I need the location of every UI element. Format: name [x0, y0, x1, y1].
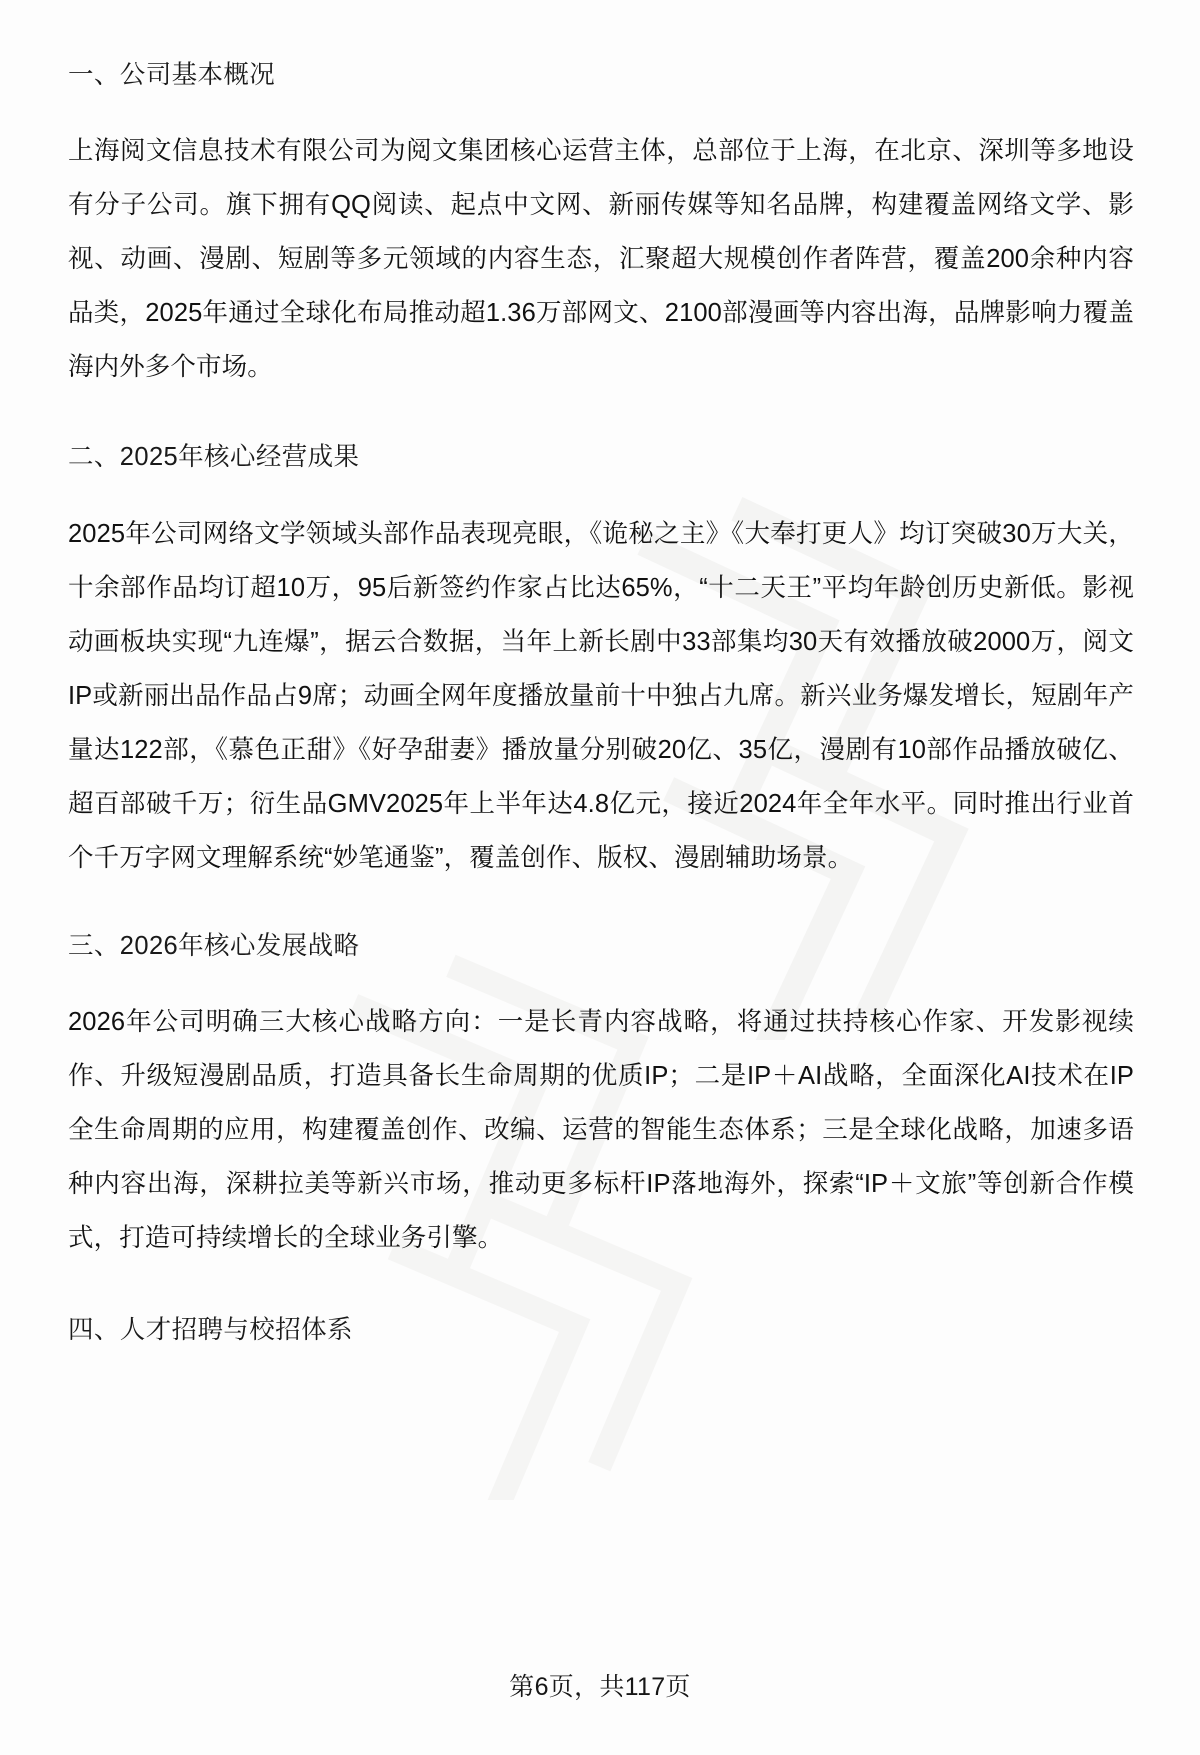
page-footer [0, 1667, 1200, 1703]
section-paragraph-company-overview: 上海阅文信息技术有限公司为阅文集团核心运营主体，总部位于上海，在北京、深圳等多地设有分子公司。旗下拥有QQ阅读、起点中文网、新丽传媒等知名品牌，构建覆盖网络文学、影视、动画、漫剧、短剧等多元领域的内容生态，汇聚超大规模创作者阵营，覆盖200余种内容品类，2025年通过全球化布局推动超1.36万部网文、2100部漫画等内容出海，品牌影响力覆盖海内外多个市场。 [68, 137, 1134, 382]
section-heading-2026-strategy: 三、2026年核心发展战略 [68, 931, 360, 960]
section-heading-talent-recruitment: 四、人才招聘与校招体系 [68, 1315, 353, 1344]
section-heading-2025-results: 二、2025年核心经营成果 [68, 443, 360, 472]
page-number-label: 第6页，共117页 [509, 1673, 691, 1701]
section-paragraph-2026-strategy: 2026年公司明确三大核心战略方向：一是长青内容战略，将通过扶持核心作家、开发影视续作、升级短漫剧品质，打造具备长生命周期的优质IP；二是IP＋AI战略，全面深化AI技术在IP全生命周期的应用，构建覆盖创作、改编、运营的智能生态体系；三是全球化战略，加速多语种内容出海，深耕拉美等新兴市场，推动更多标杆IP落地海外，探索“IP＋文旅”等创新合作模式，打造可持续增长的全球业务引擎。 [68, 1007, 1134, 1252]
section-heading-company-overview: 一、公司基本概况 [68, 61, 276, 89]
section-paragraph-2025-results: 2025年公司网络文学领域头部作品表现亮眼，《诡秘之主》《大奉打更人》均订突破30万大关，十余部作品均订超10万，95后新签约作家占比达65%，“十二天王”平均年龄创历史新低。影视动画板块实现“九连爆”，据云合数据，当年上新长剧中33部集均30天有效播放破2000万，阅文IP或新丽出品作品占9席；动画全网年度播放量前十中独占九席。新兴业务爆发增长，短剧年产量达122部，《慕色正甜》《好孕甜妻》播放量分别破20亿、35亿，漫剧有10部作品播放破亿、超百部破千万；衍生品GMV2025年上半年达4.8亿元，接近2024年全年水平。同时推出行业首个千万字网文理解系统“妙笔通鉴”，覆盖创作、版权、漫剧辅助场景。 [68, 519, 1134, 872]
